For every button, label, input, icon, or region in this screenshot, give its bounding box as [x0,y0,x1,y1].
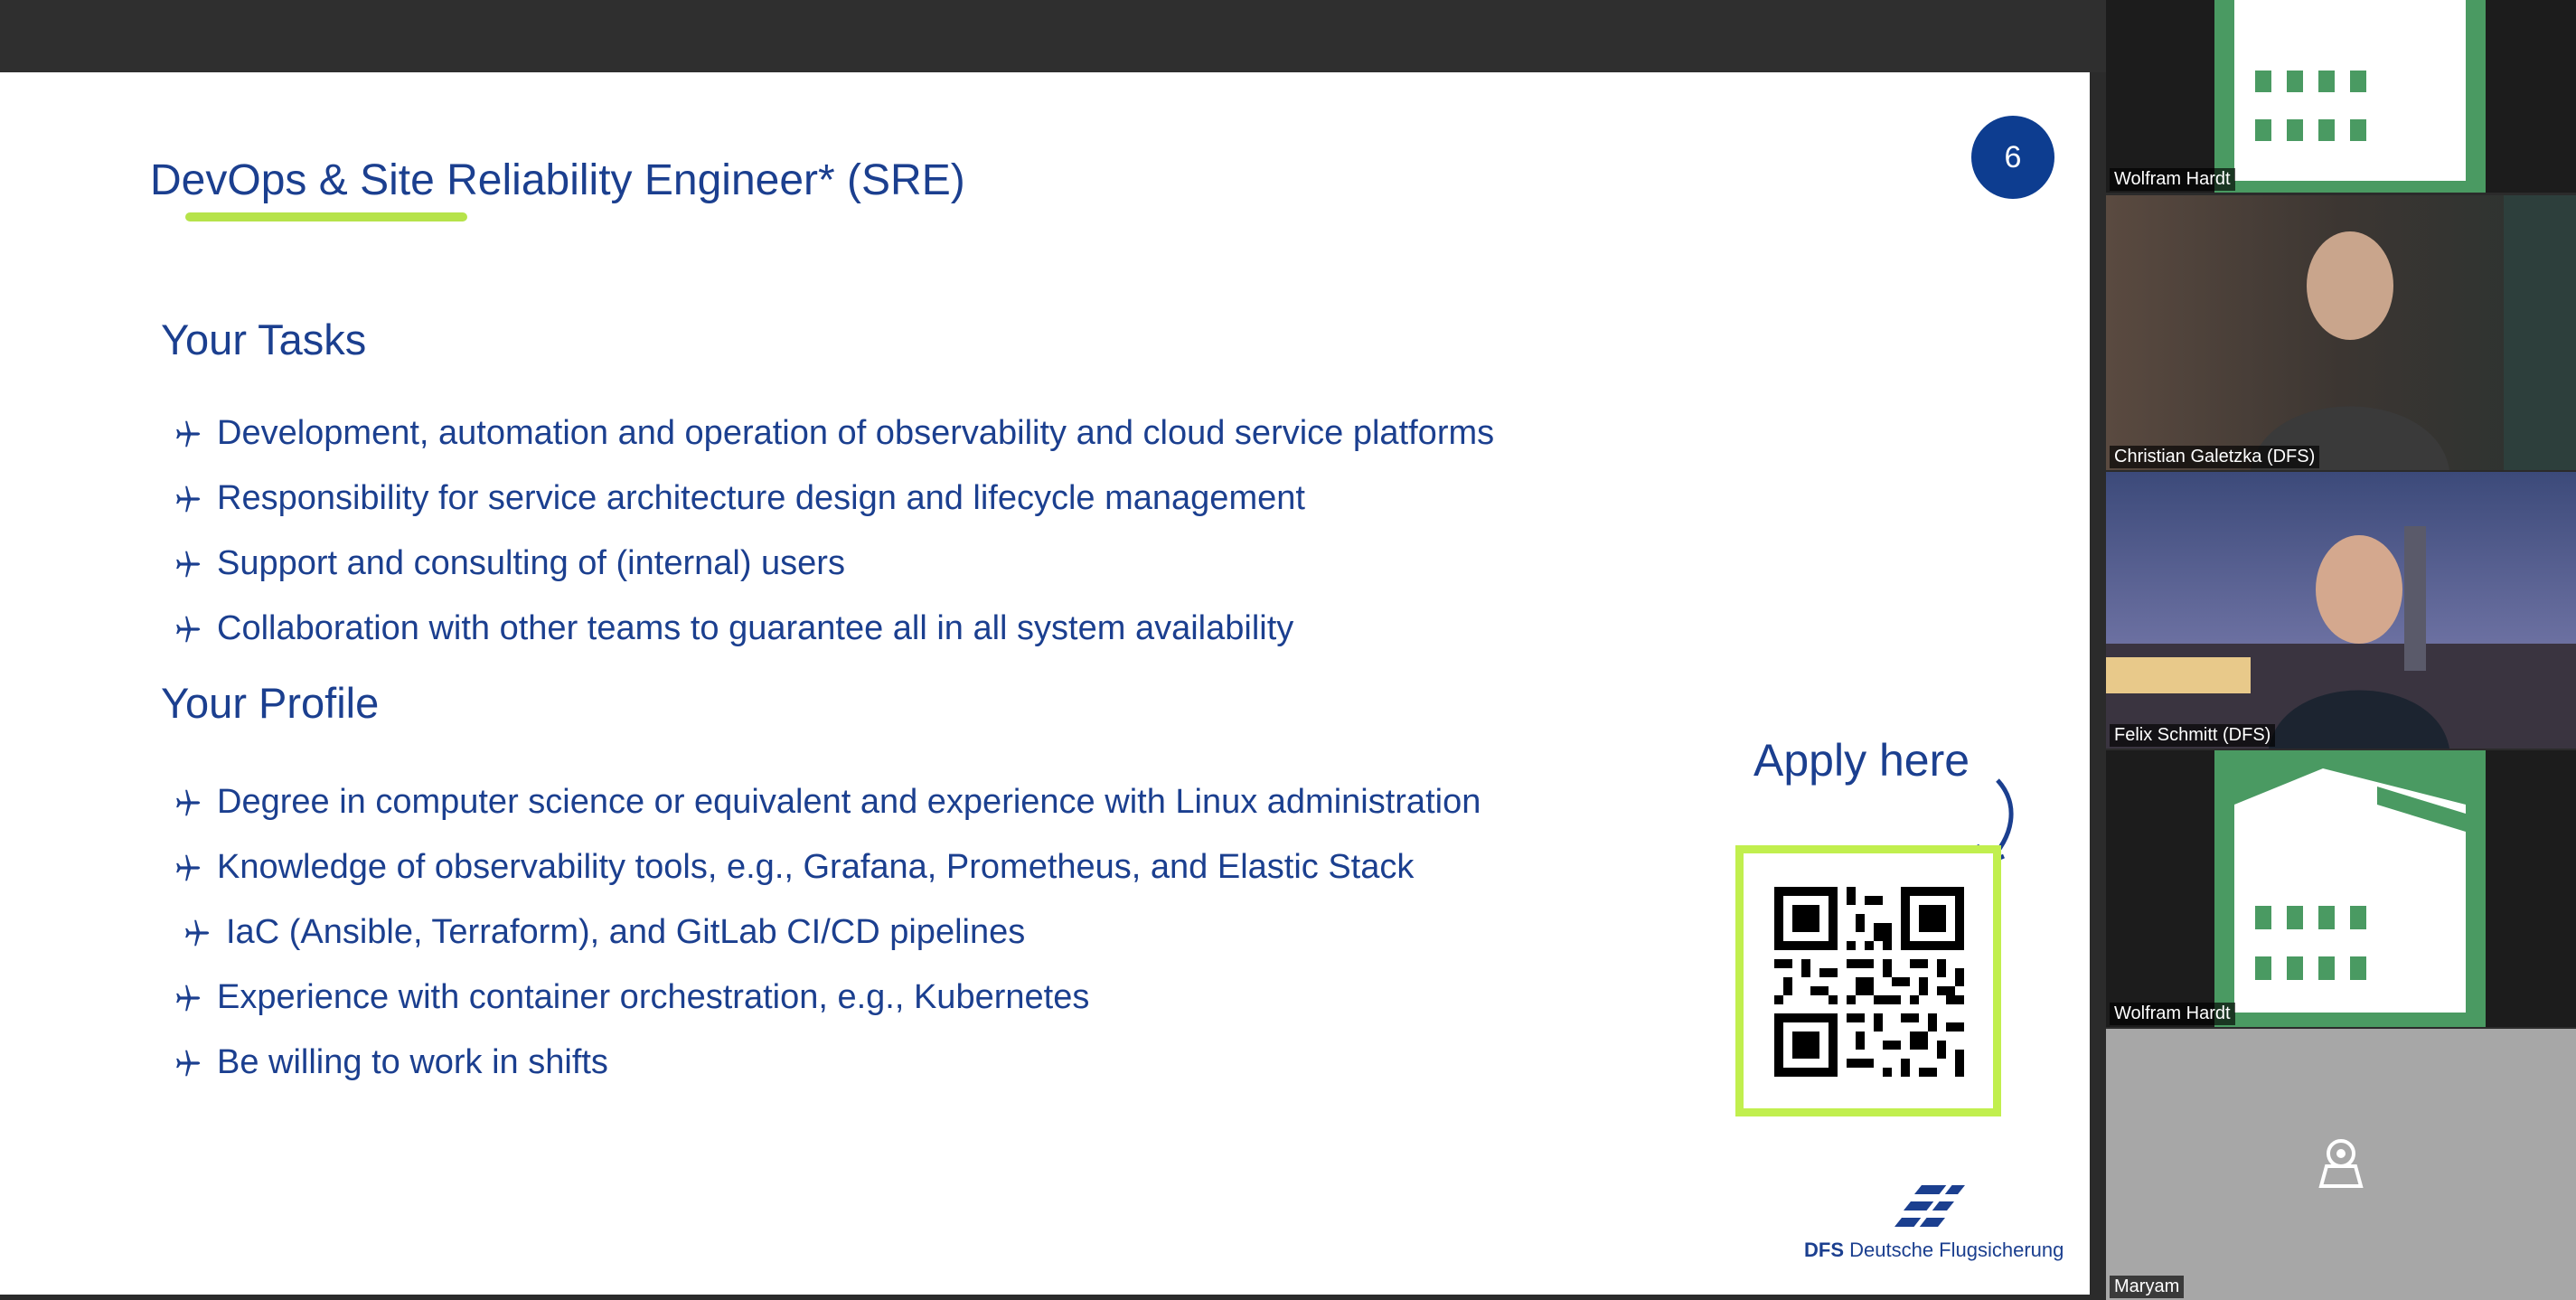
profile-item [170,1043,608,1082]
meeting-top-bar [0,0,2106,72]
participant-tile-wolfram-hardt[interactable] [2106,0,2576,193]
task-item [170,414,1494,453]
profile-item [170,848,1414,887]
building-icon [2214,750,2486,1027]
airplane-icon [170,1046,204,1080]
task-item [170,609,1293,648]
profile-text: Knowledge of observability tools, e.g., Grafana, Prometheus, and Elastic Stack [217,848,1415,886]
task-text: Responsibility for service architecture design and lifecycle management [217,479,1305,517]
building-icon [2214,0,2486,193]
airplane-icon [170,482,204,516]
tasks-heading: Your Tasks [161,316,367,363]
qr-code-icon [1774,884,1964,1079]
profile-item [170,783,1481,822]
task-text: Development, automation and operation of observability and cloud service platforms [217,414,1495,452]
profile-item [179,913,1025,952]
participant-tile-maryam[interactable] [2106,1029,2576,1300]
profile-item [170,978,1089,1017]
video-feed [2106,195,2576,470]
participant-tile-felix-schmitt[interactable] [2106,472,2576,749]
participant-name: Wolfram Hardt [2110,168,2235,191]
airplane-icon [170,417,204,451]
profile-text: Experience with container orchestration, e.g., Kubernetes [217,978,1090,1016]
profile-text: Degree in computer science or equivalent and experience with Linux administration [217,783,1481,821]
airplane-icon [179,916,213,950]
camera-icon [2314,1137,2368,1192]
profile-text: Be willing to work in shifts [217,1043,608,1081]
task-text: Support and consulting of (internal) users [217,544,845,582]
airplane-icon [170,981,204,1015]
participant-tile-wolfram-hardt-2[interactable] [2106,750,2576,1027]
airplane-icon [170,612,204,646]
qr-code-frame[interactable] [1735,845,2001,1116]
participant-name: Wolfram Hardt [2110,1003,2235,1025]
task-item [170,479,1305,518]
shared-slide [0,72,2090,1295]
video-feed [2106,472,2576,749]
airplane-icon [170,547,204,581]
airplane-icon [170,786,204,820]
participant-tile-christian-galetzka[interactable] [2106,195,2576,470]
task-text: Collaboration with other teams to guarantee all in all system availability [217,609,1294,647]
airplane-icon [170,851,204,885]
slide-title: DevOps & Site Reliability Engineer* (SRE) [150,156,965,204]
participant-name: Felix Schmitt (DFS) [2110,724,2275,747]
participant-name: Maryam [2110,1276,2184,1298]
title-underline [185,212,467,221]
profile-heading: Your Profile [161,679,380,727]
participant-name: Christian Galetzka (DFS) [2110,446,2319,468]
apply-here-label: Apply here [1753,735,1970,786]
profile-text: IaC (Ansible, Terraform), and GitLab CI/CD pipelines [226,913,1026,951]
dfs-logo-text: DFS Deutsche Flugsicherung [1804,1239,2064,1261]
task-item [170,544,845,583]
page-number-badge: 6 [1971,116,2054,199]
dfs-logo-icon [1894,1180,1967,1234]
